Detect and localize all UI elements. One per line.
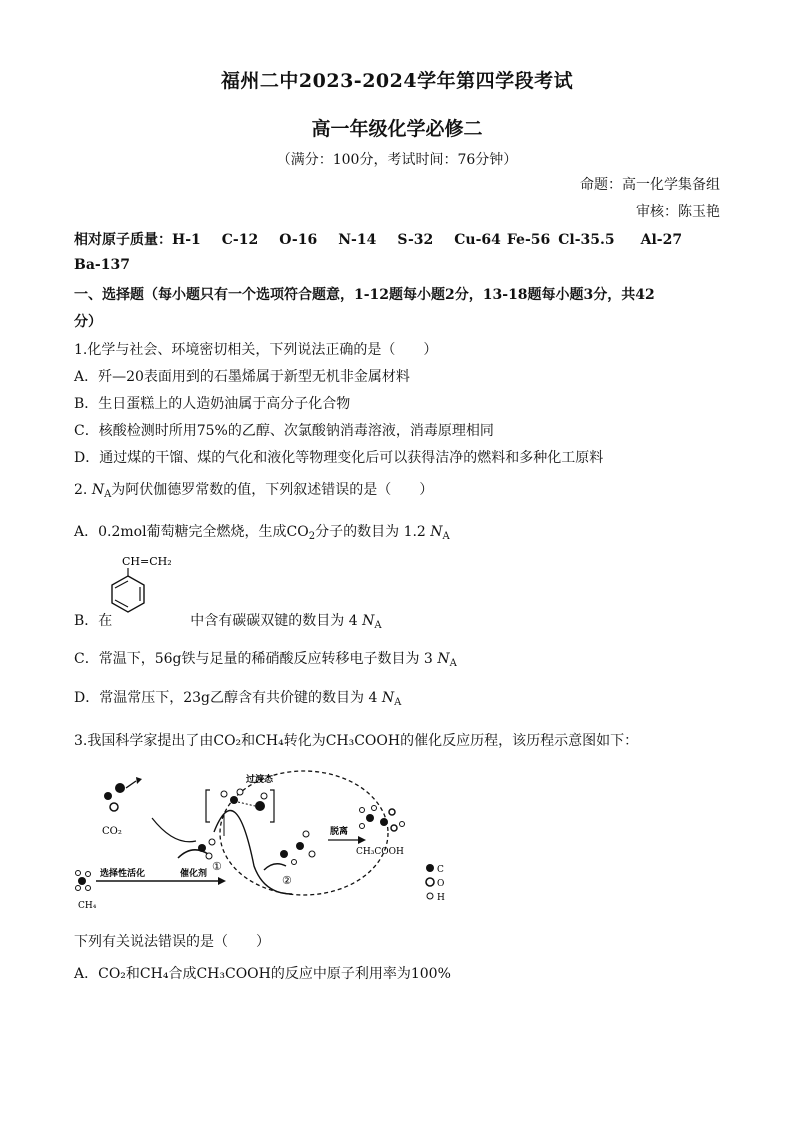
mass-cu: Cu-64 <box>454 232 501 248</box>
mass-o: O-16 <box>279 232 318 248</box>
q2-b-text-post: 中含有碳碳双键的数目为 4 <box>190 613 358 629</box>
product-label: CH₃COOH <box>356 847 404 857</box>
reaction-mechanism-diagram <box>74 766 454 911</box>
q2-option-a <box>74 521 450 542</box>
na-symbol: N <box>91 482 105 498</box>
mass-cl: Cl-35.5 <box>558 232 615 248</box>
co2-label: CO₂ <box>102 826 122 837</box>
q3-stem: 3.我国科学家提出了由CO₂和CH₄转化为CH₃COOH的催化反应历程，该历程示意图如下： <box>74 733 639 749</box>
na-symbol: N <box>381 690 395 706</box>
exam-subtitle: 高一年级化学必修二 <box>311 118 483 140</box>
q2-stem <box>74 479 433 500</box>
q2-b-text: B．在 <box>74 613 113 629</box>
na-symbol: N <box>430 524 443 540</box>
q2-stem-text: 为阿伏伽德罗常数的值，下列叙述错误的是（ ） <box>111 482 434 498</box>
q2-a-text: A．0.2mol葡萄糖完全燃烧，生成CO <box>74 524 309 540</box>
q1-stem: 1.化学与社会、环境密切相关，下列说法正确的是（ ） <box>74 342 438 358</box>
q2-d-text: D．常温常压下，23g乙醇含有共价键的数目为 4 <box>74 690 378 706</box>
q2-a-subscript: 2 <box>308 531 316 542</box>
na-subscript: A <box>394 697 402 708</box>
mass-n: N-14 <box>338 232 377 248</box>
mass-fe: Fe-56 <box>506 232 551 248</box>
ch4-label: CH₄ <box>78 901 97 911</box>
q3-option-a: A．CO₂和CH₄合成CH₃COOH的反应中原子利用率为100% <box>74 966 451 982</box>
exam-title: 福州二中2023-2024学年第四学段考试 <box>220 70 574 92</box>
na-subscript: A <box>442 531 450 542</box>
mass-ba: Ba-137 <box>74 257 130 273</box>
na-symbol: N <box>437 651 450 667</box>
section1-heading-cont: 分） <box>74 314 102 330</box>
q2-option-b <box>74 610 382 631</box>
na-subscript: A <box>449 658 457 669</box>
step2-label: ② <box>282 874 292 887</box>
step1-label: ① <box>212 860 222 873</box>
q2-option-c <box>74 648 457 669</box>
section1-heading: 一、选择题（每小题只有一个选项符合题意，1-12题每小题2分，13-18题每小题3分，共42 <box>74 287 655 303</box>
setter-line: 命题：高一化学集备组 <box>580 177 720 193</box>
catalyst-label: 催化剂 <box>180 869 208 879</box>
q2-number: 2. <box>74 482 92 498</box>
mass-al: Al-27 <box>640 232 683 248</box>
na-symbol: N <box>362 613 375 629</box>
atomic-mass-label: 相对原子质量： <box>74 232 172 248</box>
q2-c-text: C．常温下，56g铁与足量的稀硝酸反应转移电子数目为 3 <box>74 651 433 667</box>
legend-c: C <box>437 865 444 875</box>
exam-info: （满分：100分，考试时间：76分钟） <box>276 152 518 168</box>
legend-h: H <box>437 893 445 903</box>
q1-option-a: A．歼—20表面用到的石墨烯属于新型无机非金属材料 <box>74 369 410 385</box>
atomic-mass-line <box>74 229 703 249</box>
reviewer-line: 审核：陈玉艳 <box>636 204 720 220</box>
legend-o: O <box>437 879 445 889</box>
detach-label: 脱离 <box>330 827 349 837</box>
ch4-molecule-icon <box>76 871 91 891</box>
q3-sub-stem: 下列有关说法错误的是（ ） <box>74 934 270 950</box>
q2-option-d <box>74 687 401 708</box>
q1-option-c: C．核酸检测时所用75%的乙醇、次氯酸钠消毒溶液，消毒原理相同 <box>74 423 494 439</box>
q1-option-b: B．生日蛋糕上的人造奶油属于高分子化合物 <box>74 396 351 412</box>
styrene-label: CH=CH₂ <box>122 555 172 568</box>
mass-h: H-1 <box>172 232 201 248</box>
na-subscript: A <box>374 620 382 631</box>
na-subscript: A <box>104 489 112 500</box>
q2-a-text-post: 分子的数目为 1.2 <box>315 524 426 540</box>
co2-molecule-icon <box>104 783 125 811</box>
selective-activation-label: 选择性活化 <box>100 869 146 879</box>
mass-c: C-12 <box>221 232 259 248</box>
q1-option-d: D．通过煤的干馏、煤的气化和液化等物理变化后可以获得洁净的燃料和多种化工原料 <box>74 450 604 466</box>
transition-state-label: 过渡态 <box>246 775 274 785</box>
mass-s: S-32 <box>397 232 434 248</box>
